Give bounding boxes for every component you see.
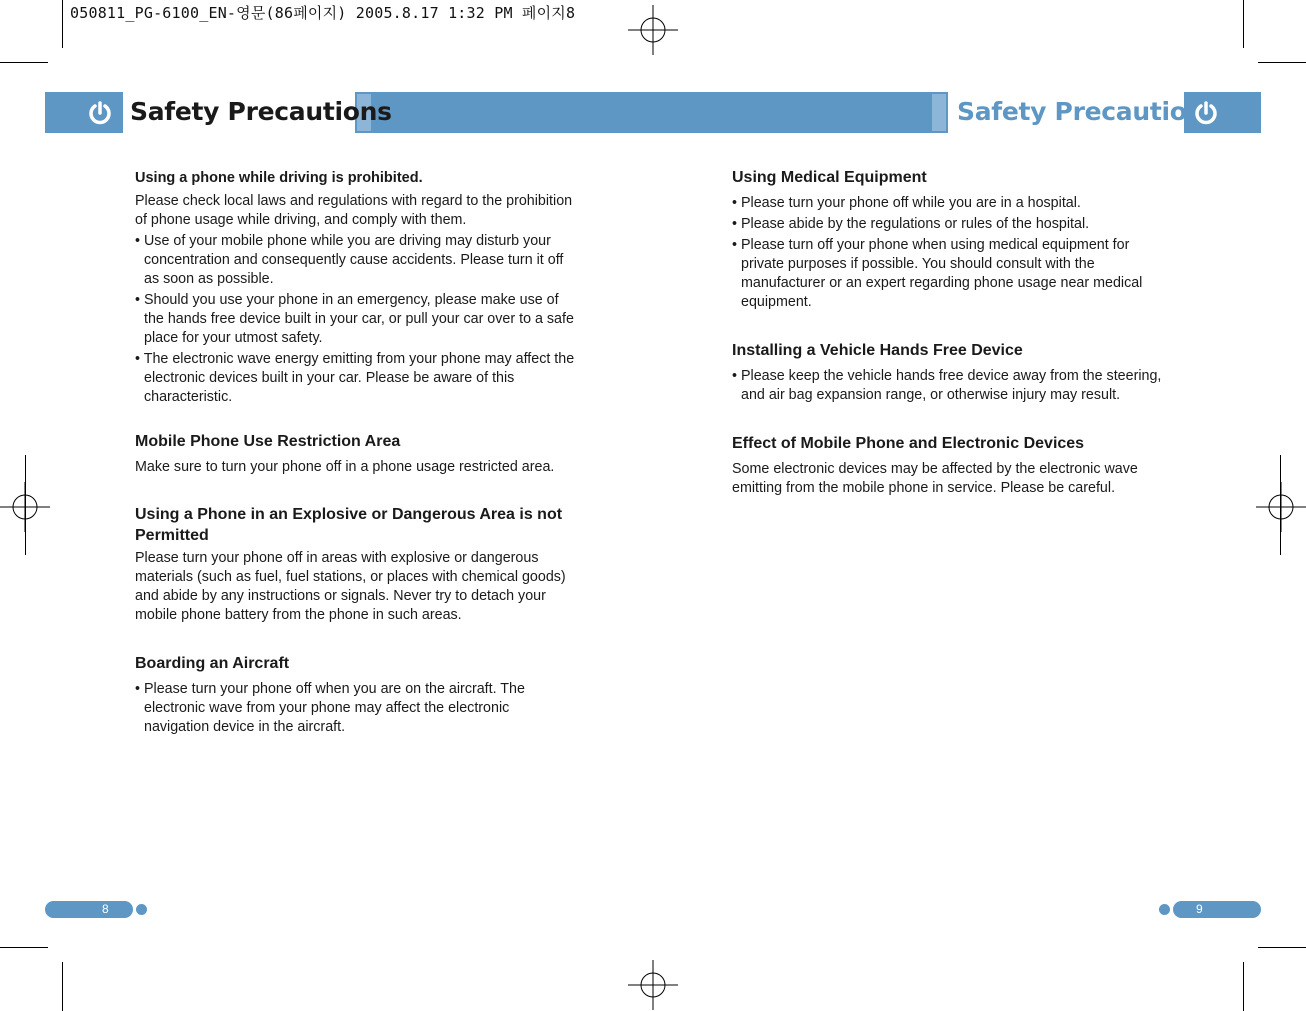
right-page-title: Safety Precautions	[957, 97, 1219, 126]
section-text: Please turn your phone off in areas with explosive or dangerous materials (such as fuel, fuel stations, or places with chemical goods) and abide by any instructions or signals. Never try to detach your mobile phone battery from the phone in such areas.	[135, 550, 566, 623]
bullet-list	[135, 232, 575, 407]
bullet-list	[135, 680, 575, 737]
section-restriction-area	[135, 431, 575, 477]
registration-mark-icon	[628, 960, 678, 1010]
list-item: • The electronic wave energy emitting from your phone may affect the electronic devices built in your car. Please be aware of this characteristic.	[135, 350, 575, 407]
registration-mark-icon	[628, 5, 678, 55]
list-item: • Please keep the vehicle hands free device away from the steering, and air bag expansion range, or otherwise injury may result.	[732, 367, 1162, 405]
page-number-pill	[45, 901, 133, 918]
bullet-list	[732, 194, 1162, 312]
page-number-pill	[1173, 901, 1261, 918]
list-item: • Please turn off your phone when using medical equipment for private purposes if possible. You should consult with the manufacturer or an expert regarding phone usage near medical equipment.	[732, 236, 1162, 312]
section-heading: Using Medical Equipment	[732, 169, 927, 186]
page-dot	[136, 904, 147, 915]
section-explosive-area	[135, 504, 575, 625]
page-number: 9	[1196, 902, 1203, 916]
section-heading: Installing a Vehicle Hands Free Device	[732, 342, 1023, 359]
section-electronic-devices	[732, 433, 1162, 498]
section-heading: Mobile Phone Use Restriction Area	[135, 433, 401, 450]
list-item: • Use of your mobile phone while you are driving may disturb your concentration and consequently cause accidents. Please turn it off as soon as possible.	[135, 232, 575, 289]
print-slug: 050811_PG-6100_EN-영문(86페이지) 2005.8.17 1:32 PM 페이지8	[70, 4, 576, 22]
list-item: • Please abide by the regulations or rules of the hospital.	[732, 215, 1162, 234]
page-dot	[1159, 904, 1170, 915]
left-page-content	[135, 168, 575, 767]
list-item: • Should you use your phone in an emergency, please make use of the hands free device built in your car, or pull your car over to a safe place for your utmost safety.	[135, 291, 575, 348]
left-page-title: Safety Precautions	[130, 97, 392, 126]
section-text: Please check local laws and regulations with regard to the prohibition of phone usage while driving, and comply with them.	[135, 193, 573, 228]
registration-mark-icon	[1256, 482, 1306, 532]
crop-line	[1280, 455, 1281, 555]
section-heading: Using a phone while driving is prohibited.	[135, 170, 423, 186]
section-hands-free	[732, 340, 1162, 405]
right-page-content	[732, 167, 1162, 528]
section-driving	[135, 168, 575, 407]
section-text: Some electronic devices may be affected by the electronic wave emitting from the mobile phone in service. Please be careful.	[732, 461, 1138, 496]
power-icon	[87, 100, 113, 126]
section-medical-equipment	[732, 167, 1162, 312]
section-heading: Boarding an Aircraft	[135, 655, 290, 672]
section-heading: Effect of Mobile Phone and Electronic Devices	[732, 435, 1085, 452]
list-item: • Please turn your phone off when you are on the aircraft. The electronic wave from your phone may affect the electronic navigation device in the aircraft.	[135, 680, 575, 737]
list-item: • Please turn your phone off while you are in a hospital.	[732, 194, 1162, 213]
bullet-list	[732, 367, 1162, 405]
header-accent	[932, 94, 946, 131]
section-aircraft	[135, 653, 575, 737]
page-number: 8	[102, 902, 109, 916]
power-icon	[1193, 100, 1219, 126]
section-text: Make sure to turn your phone off in a phone usage restricted area.	[135, 459, 555, 475]
crop-line	[25, 455, 26, 555]
section-heading: Using a Phone in an Explosive or Dangerous Area is not Permitted	[135, 506, 563, 544]
